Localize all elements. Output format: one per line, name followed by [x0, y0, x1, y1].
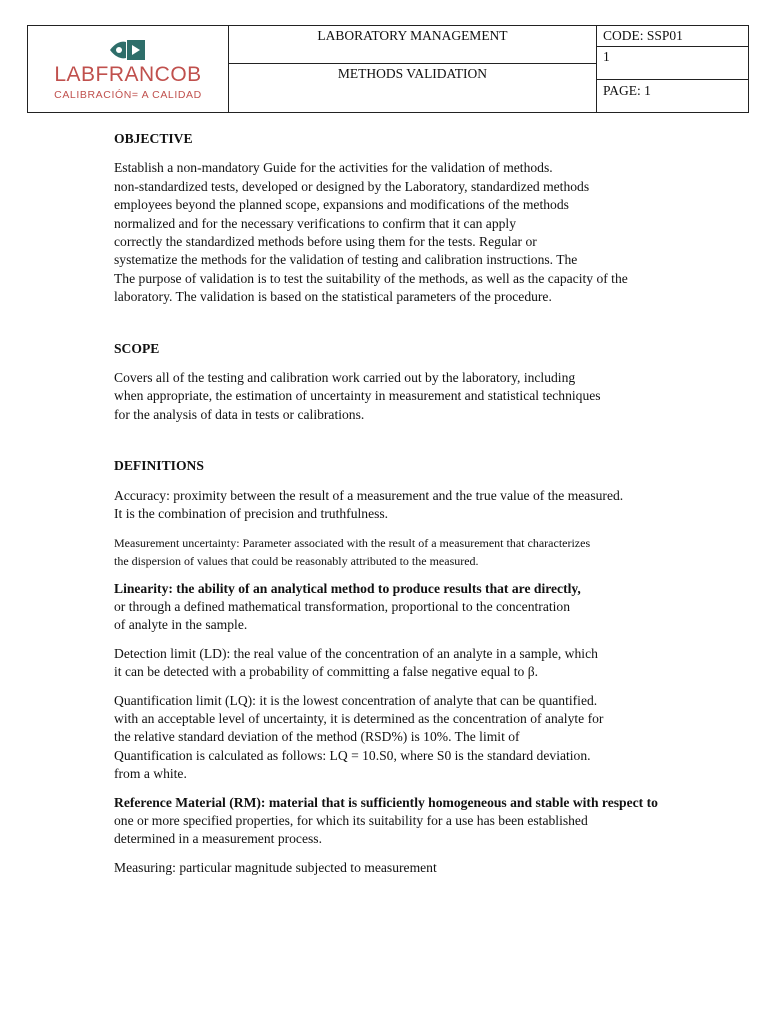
- definition-line: from a white.: [114, 766, 187, 782]
- scope-heading: SCOPE: [114, 340, 160, 356]
- definition-line: of analyte in the sample.: [114, 617, 248, 633]
- page-number: PAGE: 1: [603, 83, 651, 98]
- eye-logo-icon: [108, 37, 148, 63]
- document-header: [27, 25, 749, 113]
- objective-line: employees beyond the planned scope, expansions and modifications of the methods: [114, 197, 569, 213]
- company-logo: [28, 26, 228, 112]
- document-code: CODE: SSP01: [597, 26, 748, 47]
- definition-line: Detection limit (LD): the real value of the concentration of an analyte in a sample, which: [114, 645, 598, 661]
- definition-line: Measurement uncertainty: Parameter associated with the result of a measurement that characterizes: [114, 535, 591, 550]
- document-body: [114, 130, 714, 887]
- logo-brand-text: LABFRANCOB: [54, 63, 202, 86]
- scope-line: Covers all of the testing and calibration work carried out by the laboratory, including: [114, 370, 576, 386]
- title-cell: [229, 26, 597, 113]
- document-revision: 1: [597, 47, 748, 80]
- scope-line: for the analysis of data in tests or calibrations.: [114, 406, 365, 422]
- objective-heading: OBJECTIVE: [114, 131, 193, 146]
- definition-line: the relative standard deviation of the method (RSD%) is 10%. The limit of: [114, 729, 520, 745]
- definition-line: Measuring: particular magnitude subjected to measurement: [114, 859, 437, 875]
- objective-line: correctly the standardized methods before using them for the tests. Regular or: [114, 234, 537, 250]
- definition-linearity: [114, 580, 714, 635]
- objective-line: normalized and for the necessary verifications to confirm that it can apply: [114, 215, 516, 231]
- scope-line: when appropriate, the estimation of uncertainty in measurement and statistical techniques: [114, 388, 601, 404]
- objective-line: Establish a non-mandatory Guide for the activities for the validation of methods.: [114, 160, 553, 176]
- definition-uncertainty: [114, 534, 714, 570]
- definition-line: determined in a measurement process.: [114, 831, 322, 847]
- definition-line: Linearity: the ability of an analytical method to produce results that are directly,: [114, 580, 581, 596]
- definition-line: it can be detected with a probability of committing a false negative equal to β.: [114, 664, 539, 680]
- code-cell: [597, 26, 749, 113]
- scope-paragraph: [114, 369, 714, 424]
- definition-measuring: [114, 859, 714, 877]
- definitions-heading: DEFINITIONS: [114, 458, 204, 474]
- definition-quantification-limit: [114, 692, 714, 784]
- objective-paragraph: [114, 159, 714, 306]
- definition-detection-limit: [114, 645, 714, 682]
- definition-line: or through a defined mathematical transformation, proportional to the concentration: [114, 598, 570, 614]
- logo-slogan-text: CALIBRACIÓN= A CALIDAD: [54, 89, 202, 101]
- definition-line: Accuracy: proximity between the result of a measurement and the true value of the measured.: [114, 487, 624, 503]
- objective-line: laboratory. The validation is based on the statistical parameters of the procedure.: [114, 289, 552, 305]
- definition-line: the dispersion of values that could be reasonably attributed to the measured.: [114, 553, 479, 568]
- definition-accuracy: [114, 487, 714, 524]
- logo-cell: [28, 26, 229, 113]
- objective-section: [114, 130, 714, 307]
- header-title-top: LABORATORY MANAGEMENT: [229, 26, 596, 64]
- definition-line: one or more specified properties, for which its suitability for a use has been established: [114, 812, 588, 828]
- definition-line: with an acceptable level of uncertainty, it is determined as the concentration of analyte for: [114, 710, 604, 726]
- objective-line: non-standardized tests, developed or designed by the Laboratory, standardized methods: [114, 178, 590, 194]
- definition-line: It is the combination of precision and truthfulness.: [114, 506, 389, 522]
- definition-line: Quantification is calculated as follows: LQ = 10.S0, where S0 is the standard deviation.: [114, 747, 591, 763]
- definitions-section: [114, 457, 714, 877]
- definition-line: Quantification limit (LQ): it is the lowest concentration of analyte that can be quantified.: [114, 692, 598, 708]
- header-title-bottom: METHODS VALIDATION: [337, 66, 488, 81]
- objective-line: systematize the methods for the validation of testing and calibration instructions. The: [114, 252, 578, 268]
- scope-section: [114, 340, 714, 425]
- definition-line: Reference Material (RM): material that is sufficiently homogeneous and stable with respect to: [114, 794, 658, 810]
- objective-line: The purpose of validation is to test the suitability of the methods, as well as the capacity of the: [114, 270, 628, 286]
- definition-reference-material: [114, 794, 714, 849]
